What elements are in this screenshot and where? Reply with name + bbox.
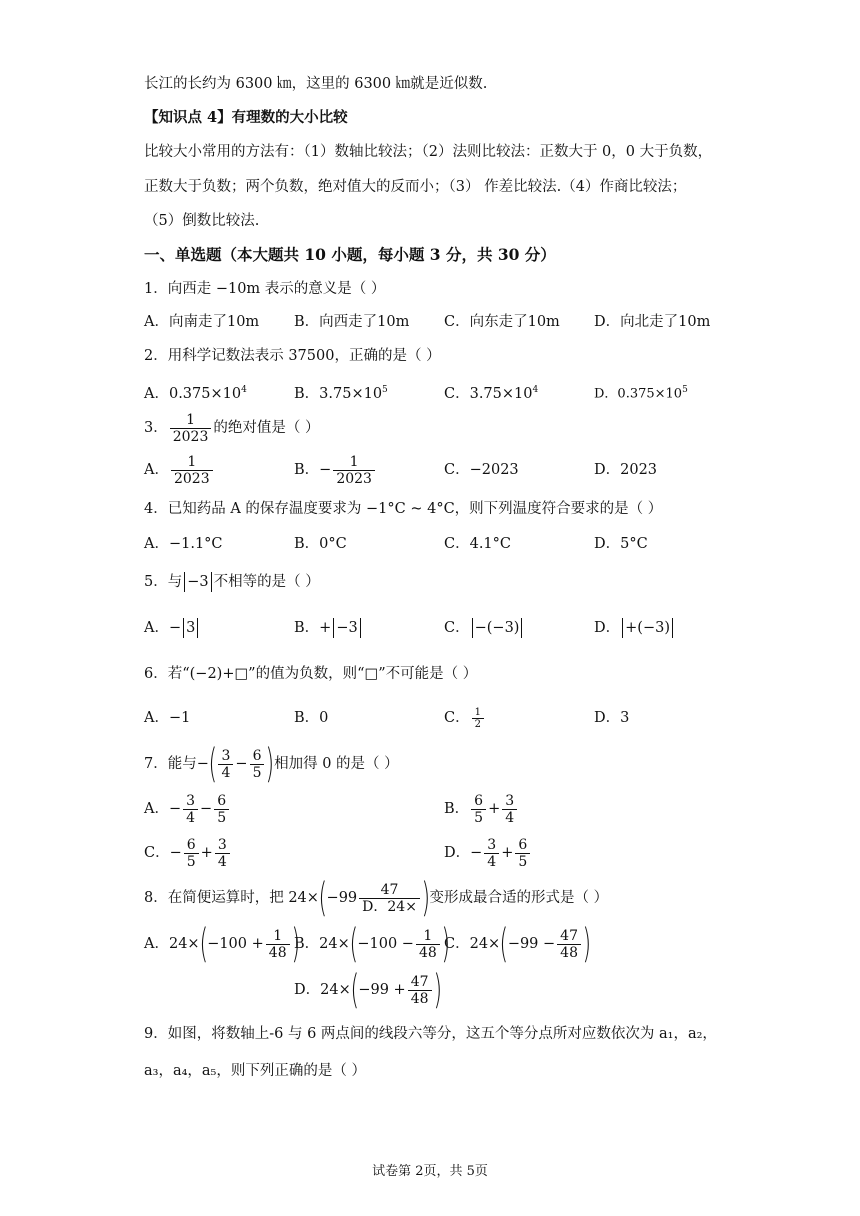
q7-stem: 7．能与−( $\frac{3}{4}$ − $\frac{6}{5}$ )相加得 0 的是（ ） — [144, 741, 399, 787]
q7-option-d: D．− $\frac{3}{4}$ + $\frac{6}{5}$ — [444, 834, 532, 872]
q5-option-b: B．+ −3 — [294, 618, 363, 638]
q1-option-a: A．向南走了10m — [144, 314, 260, 330]
q6-option-a: A．−1 — [144, 710, 191, 726]
knowledge-line-2: 正数大于负数；两个负数，绝对值大的反而小；（3） 作差比较法.（4）作商比较法； — [144, 179, 687, 195]
q2-option-c: C．$3.75\times 10^4$ — [444, 385, 539, 402]
q4-option-c: C．4.1°C — [444, 536, 511, 552]
q8-option-c: C．24×(−99 − $\frac{47}{48}$ ) — [444, 921, 592, 967]
q1-option-d: D．向北走了10m — [594, 314, 711, 330]
q5-option-c: C． −(−3) — [444, 618, 524, 638]
q1-option-c: C．向东走了10m — [444, 314, 560, 330]
q9-line-1: 9．如图，将数轴上-6 与 6 两点间的线段六等分，这五个等分点所对应数依次为 a₁，a₂， — [144, 1026, 717, 1042]
q5-option-a: A．− 3 — [144, 618, 200, 638]
q6-option-b: B．0 — [294, 710, 329, 726]
knowledge-title: 【知识点 4】有理数的大小比较 — [144, 109, 348, 126]
q3-stem: 3． $\frac{1}{2023}$ 的绝对值是（ ） — [144, 411, 320, 445]
q2-stem: 2．用科学记数法表示 37500，正确的是（ ） — [144, 348, 441, 364]
q3-option-d: D．2023 — [594, 462, 658, 478]
q2-option-b: B．$3.75\times 10^5$ — [294, 385, 388, 402]
q8-option-d: D．24×(−99 + $\frac{47}{48}$ ) — [294, 967, 442, 1013]
section-title: 一、单选题（本大题共 10 小题，每小题 3 分，共 30 分） — [144, 245, 556, 264]
q3-option-a: A． $\frac{1}{2023}$ — [144, 452, 215, 488]
q8-option-b: B．24×(−100 − $\frac{1}{48}$ ) — [294, 921, 450, 967]
q6-option-c: C． $\frac{1}{2}$ — [444, 700, 486, 736]
q5-stem: 5．与 −3 不相等的是（ ） — [144, 574, 320, 590]
knowledge-line-1: 比较大小常用的方法有：（1）数轴比较法；（2）法则比较法：正数大于 0，0 大于负数， — [144, 144, 713, 160]
q3-fraction: $\frac{1}{2023}$ — [170, 412, 212, 445]
q4-option-d: D．5°C — [594, 536, 648, 552]
q4-option-b: B．0°C — [294, 536, 347, 552]
q3-option-b: B．− $\frac{1}{2023}$ — [294, 452, 377, 488]
q5-option-d: D． +(−3) — [594, 618, 675, 638]
q2-option-a: A．$0.375\times 10^4$ — [144, 385, 247, 402]
q6-stem: 6．若“(−2)+□”的值为负数，则“□”不可能是（ ） — [144, 666, 478, 682]
q1-stem: 1．向西走 −10m 表示的意义是（ ） — [144, 281, 386, 297]
q7-option-a: A．− $\frac{3}{4}$ − $\frac{6}{5}$ — [144, 790, 231, 828]
q7-option-c: C．− $\frac{6}{5}$ + $\frac{3}{4}$ — [144, 834, 232, 872]
intro-line: 长江的长约为 6300 ㎞，这里的 6300 ㎞就是近似数. — [144, 76, 488, 92]
q7-option-b: B． $\frac{6}{5}$ + $\frac{3}{4}$ — [444, 790, 519, 828]
page-footer: 试卷第 2页，共 5页 — [372, 1164, 488, 1179]
q4-stem: 4．已知药品 A 的保存温度要求为 −1°C ~ 4°C，则下列温度符合要求的是（ ） — [144, 501, 663, 517]
q9-line-2: a₃，a₄，a₅，则下列正确的是（ ） — [144, 1063, 366, 1079]
q3-option-c: C．−2023 — [444, 462, 519, 478]
q4-option-a: A．−1.1°C — [144, 536, 223, 552]
q8-stem: 8．在简便运算时，把 24×(−99 $\frac{47}{D.24\times}$ )变形成最合适的形式是（ ） — [144, 875, 609, 921]
q6-option-d: D．3 — [594, 710, 630, 726]
q1-option-b: B．向西走了10m — [294, 314, 410, 330]
q2-option-d: D．$0.375\times 10^5$ — [594, 385, 688, 402]
q8-option-a: A．24×(−100 + $\frac{1}{48}$ ) — [144, 921, 300, 967]
knowledge-line-3: （5）倒数比较法. — [144, 213, 260, 229]
